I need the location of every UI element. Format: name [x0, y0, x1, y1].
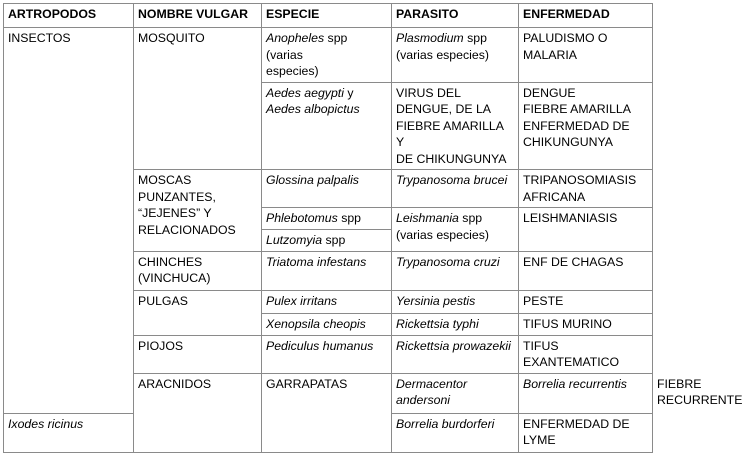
table-row	[4, 28, 653, 83]
parasite-name: Rickettsia typhi	[396, 316, 479, 331]
cell-parasito-leishmania	[392, 208, 519, 252]
cell-enfermedad-leishmaniasis: LEISHMANIASIS	[519, 208, 653, 252]
parasite-suffix: spp	[458, 211, 483, 225]
parasite-name: Leishmania	[396, 211, 459, 225]
species-suffix: y	[343, 85, 354, 100]
parasite-name: Trypanosoma brucei	[396, 173, 508, 187]
species-note: especies)	[266, 64, 319, 78]
header-nombre-vulgar: NOMBRE VULGAR	[134, 4, 262, 28]
cell-especie-phlebotomus	[262, 208, 392, 230]
species-name: Phlebotomus	[266, 211, 338, 225]
cell-nombre-piojos: PIOJOS	[134, 335, 262, 373]
species-name: Ixodes ricinus	[8, 416, 84, 431]
parasite-line: DENGUE, DE LA	[396, 102, 491, 116]
header-row	[4, 4, 653, 28]
cell-parasito-rickettsia-typhi	[392, 313, 519, 335]
species-suffix: spp	[337, 211, 362, 225]
cell-nombre-mosquito: MOSQUITO	[134, 28, 262, 170]
cell-parasito-trypanosoma-brucei	[392, 170, 519, 208]
disease-line: CHIKUNGUNYA	[523, 135, 613, 149]
species-name: andersoni	[396, 393, 451, 407]
cell-enfermedad-peste: PESTE	[519, 290, 653, 313]
disease-line: TRIPANOSOMIASIS	[523, 173, 637, 187]
cell-parasito-trypanosoma-cruzi	[392, 251, 519, 290]
cell-especie-aedes	[262, 82, 392, 170]
cell-nombre-moscas	[134, 170, 262, 252]
parasite-name: Plasmodium	[396, 31, 464, 45]
species-name: Xenopsila cheopis	[266, 316, 366, 331]
cell-especie-ixodes	[4, 413, 134, 452]
header-parasito: PARASITO	[392, 4, 519, 28]
disease-line: AFRICANA	[523, 189, 586, 204]
cell-nombre-garrapatas: GARRAPATAS	[262, 373, 392, 452]
species-suffix: spp	[322, 232, 346, 247]
disease-line: EXANTEMATICO	[523, 355, 620, 369]
cell-especie-xenopsila	[262, 313, 392, 335]
parasite-name: Yersinia pestis	[396, 293, 476, 308]
cell-parasito-borrelia-recurrentis	[519, 373, 653, 413]
cell-enfermedad-tifus-exantematico	[519, 335, 653, 373]
header-artropodos: ARTROPODOS	[4, 4, 134, 28]
cell-enfermedad-tripanosomiasis	[519, 170, 653, 208]
cell-especie-dermacentor	[392, 373, 519, 413]
parasite-suffix: spp	[463, 31, 487, 45]
parasite-note: (varias especies)	[396, 227, 489, 242]
disease-line: FIEBRE AMARILLA	[523, 102, 631, 116]
common-name-line: RELACIONADOS	[138, 222, 236, 237]
common-name-line: “JEJENES” Y	[138, 206, 212, 220]
disease-line: TIFUS	[523, 338, 559, 353]
common-name-line: (VINCHUCA)	[138, 271, 211, 285]
cell-especie-pediculus	[262, 335, 392, 373]
species-suffix: spp (varias	[266, 31, 348, 62]
species-name: Lutzomyia	[266, 232, 323, 247]
cell-especie-anopheles	[262, 28, 392, 83]
species-name: Dermacentor	[396, 376, 468, 391]
disease-line: ENFERMEDAD DE	[523, 118, 630, 133]
table-row: ARACNIDOS GARRAPATAS Dermacentor andersoni Borrelia recurrentis FIEBRE RECURRENTE	[4, 373, 653, 413]
parasite-line: DE CHIKUNGUNYA	[396, 151, 507, 166]
cell-especie-pulex	[262, 290, 392, 313]
disease-line: PALUDISMO O	[523, 31, 608, 45]
cell-artropodo-aracnidos: ARACNIDOS	[134, 373, 262, 452]
cell-enfermedad-dengue	[519, 82, 653, 170]
parasite-name: Borrelia burdorferi	[396, 416, 495, 431]
parasite-name: Rickettsia prowazekii	[396, 338, 511, 353]
header-enfermedad: ENFERMEDAD	[519, 4, 653, 28]
common-name-line: CHINCHES	[138, 254, 203, 269]
disease-line: MALARIA	[523, 47, 577, 62]
common-name-line: PUNZANTES,	[138, 189, 216, 204]
species-name: Pediculus humanus	[266, 338, 374, 353]
cell-parasito-borrelia-burdorferi	[392, 413, 519, 452]
species-name: Glossina palpalis	[266, 173, 359, 187]
cell-enfermedad-tifus-murino: TIFUS MURINO	[519, 313, 653, 335]
disease-line: DENGUE	[523, 85, 576, 100]
cell-enfermedad-lyme	[519, 413, 653, 452]
species-name: Anopheles	[266, 31, 325, 45]
cell-artropodo-insectos: INSECTOS	[4, 28, 134, 414]
cell-enfermedad-chagas: ENF DE CHAGAS	[519, 251, 653, 290]
parasite-name: Borrelia recurrentis	[523, 376, 627, 391]
cell-especie-glossina	[262, 170, 392, 208]
species-name: Aedes aegypti	[266, 85, 344, 100]
parasite-line: FIEBRE AMARILLA Y	[396, 118, 504, 149]
parasite-name: Trypanosoma cruzi	[396, 254, 500, 269]
common-name-line: MOSCAS	[138, 173, 192, 187]
cell-nombre-pulgas: PULGAS	[134, 290, 262, 335]
species-name: Pulex irritans	[266, 293, 338, 308]
disease-line: LYME	[523, 433, 556, 447]
cell-parasito-rickettsia-prowazekii	[392, 335, 519, 373]
parasite-note: (varias especies)	[396, 47, 489, 62]
cell-parasito-virus	[392, 82, 519, 170]
disease-line: ENFERMEDAD DE	[523, 416, 630, 431]
cell-parasito-plasmodium	[392, 28, 519, 83]
header-especie: ESPECIE	[262, 4, 392, 28]
cell-enfermedad-paludismo	[519, 28, 653, 83]
species-name: Triatoma infestans	[266, 254, 367, 269]
cell-parasito-yersinia	[392, 290, 519, 313]
species-name: Aedes albopictus	[266, 102, 360, 116]
cell-especie-triatoma	[262, 251, 392, 290]
cell-nombre-chinches	[134, 251, 262, 290]
vector-disease-table	[3, 3, 742, 453]
parasite-line: VIRUS DEL	[396, 85, 461, 100]
cell-especie-lutzomyia	[262, 229, 392, 251]
